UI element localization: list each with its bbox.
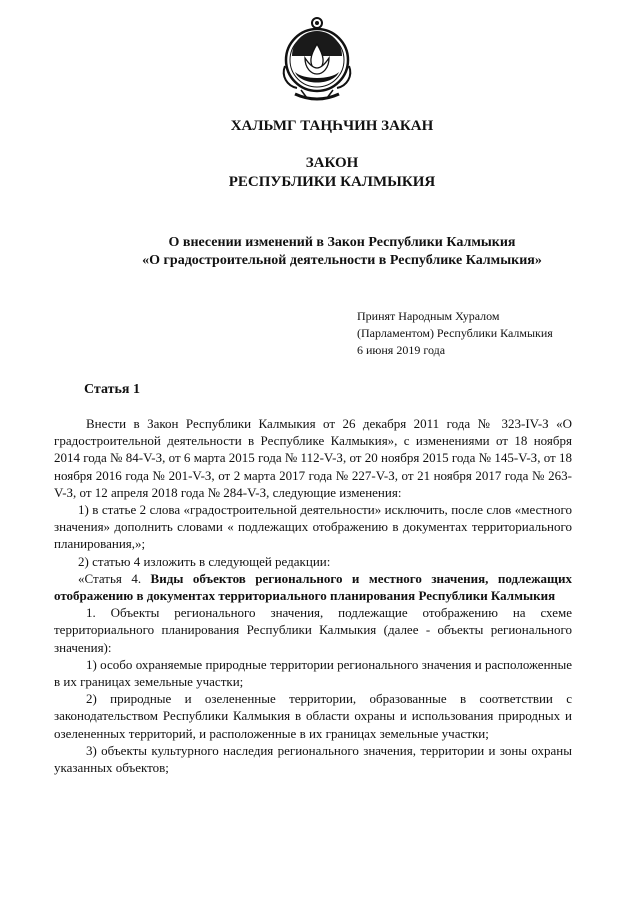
article-body	[54, 415, 572, 776]
kalmyk-law-title: ХАЛЬМГ ТАҢҺЧИН ЗАКАН	[230, 118, 434, 134]
law-title-line-2: «О градостроительной деятельности в Республике Калмыкия»	[142, 253, 542, 268]
paragraph-1-item-3: 3) объекты культурного наследия регионального значения, территории и зоны охраны указанных объектов;	[54, 742, 572, 776]
law-title	[22, 234, 640, 270]
kalmykia-emblem-icon	[271, 14, 363, 106]
law-title-line-1: О внесении изменений в Закон Республики Калмыкия	[168, 235, 516, 250]
amendment-item-1: 1) в статье 2 слова «градостроительной деятельности» исключить, после слов «местного значения» дополнить словами « подлежащих отображению в документах территориального планирования,»;	[54, 502, 572, 552]
adoption-line-1: Принят Народным Хуралом	[357, 309, 500, 323]
article-intro: Внести в Закон Республики Калмыкия от 26 декабря 2011 года № 323-IV-З «О градостроительной деятельности в Республике Калмыкия», с изменениями от 18 ноября 2014 года № 84-V-З, от 6 марта 2015 года № 112-V-З, от 20 ноября 2015 года № 145-V-З, от 18 ноября 2016 года № 201-V-З, от 2 марта 2017 года № 227-V-З, от 21 ноября 2017 года № 263-V-З, от 12 апреля 2018 года № 284-V-З, следующие изменения:	[54, 416, 572, 500]
adoption-line-2: (Парламентом) Республики Калмыкия	[357, 326, 553, 340]
quoted-article-heading	[54, 570, 572, 604]
republic-name: РЕСПУБЛИКИ КАЛМЫКИЯ	[228, 174, 436, 190]
law-word: ЗАКОН	[305, 155, 359, 171]
adoption-note	[357, 308, 553, 359]
paragraph-1-item-2: 2) природные и озелененные территории, образованные в соответствии с законодательством Республики Калмыкия в области охраны и использования природных и озелененных территорий, и расположенные в их границах земельные участки;	[54, 691, 572, 741]
amendment-item-2: 2) статью 4 изложить в следующей редакции:	[78, 553, 331, 569]
article-heading: Статья 1	[84, 382, 140, 397]
quoted-article-number: «Статья 4.	[78, 570, 142, 586]
paragraph-1-item-1: 1) особо охраняемые природные территории регионального значения и расположенные в их границах земельные участки;	[54, 656, 572, 690]
law-heading	[12, 154, 640, 192]
paragraph-1: 1. Объекты регионального значения, подлежащие отображению на схеме территориального планирования Республики Калмыкия (далее - объекты регионального значения):	[54, 605, 572, 655]
quoted-article-title: Виды объектов регионального и местного значения, подлежащих отображению в документах территориального планирования Республики Калмыкия	[54, 570, 572, 604]
adoption-date: 6 июня 2019 года	[357, 343, 446, 357]
